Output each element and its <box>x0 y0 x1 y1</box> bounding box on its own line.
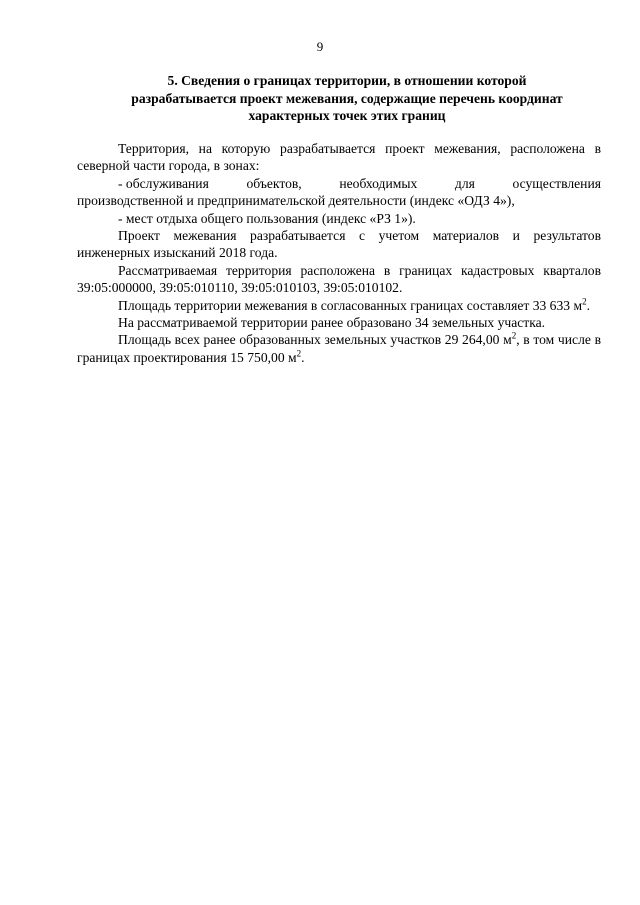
paragraph-area <box>77 297 601 314</box>
zone1-word: осуществления <box>512 175 601 191</box>
zone1-word: - обслуживания <box>118 175 209 191</box>
zone1-word: необходимых <box>339 175 418 191</box>
area-superscript: 2 <box>582 296 587 307</box>
page-number: 9 <box>316 39 324 54</box>
paragraph-total-area <box>77 331 601 366</box>
body-text <box>77 140 601 366</box>
heading-line-3: характерных точек этих границ <box>248 108 446 123</box>
heading-line-2: разрабатывается проект межевания, содержащие перечень координат <box>131 90 563 106</box>
area-end: . <box>586 297 590 313</box>
zone-item-1-rest: производственной и предпринимательской деятельности (индекс «ОДЗ 4»), <box>77 193 515 209</box>
area-text: Площадь территории межевания в согласованных границах составляет 33 633 м <box>118 297 583 313</box>
zone-item-1 <box>77 175 601 210</box>
paragraph-quarters: Рассматриваемая территория расположена в границах кадастровых кварталов 39:05:000000, 39:05:010110, 39:05:010103, 39:05:010102. <box>77 262 601 296</box>
heading-line-1: 5. Сведения о границах территории, в отношении которой <box>167 73 527 88</box>
zone-item-2: - мест отдыха общего пользования (индекс «РЗ 1»). <box>118 210 416 226</box>
total-mid: , в том числе в границах проектирования 15 750,00 м <box>77 332 601 365</box>
zone-item-1-first-line <box>77 175 601 192</box>
total-end: . <box>301 349 305 365</box>
section-heading <box>92 72 602 125</box>
total-superscript-2: 2 <box>296 348 302 359</box>
zone1-word: для <box>454 175 475 191</box>
paragraph-parcels: На рассматриваемой территории ранее образовано 34 земельных участка. <box>118 315 546 331</box>
total-superscript: 2 <box>511 330 517 341</box>
paragraph-materials: Проект межевания разрабатывается с учетом материалов и результатов инженерных изысканий 2018 года. <box>77 228 601 261</box>
zone1-word: объектов, <box>246 175 302 191</box>
paragraph-intro: Территория, на которую разрабатывается проект межевания, расположена в северной части города, в зонах: <box>77 141 601 174</box>
total-text: Площадь всех ранее образованных земельных участков 29 264,00 м <box>118 332 512 348</box>
